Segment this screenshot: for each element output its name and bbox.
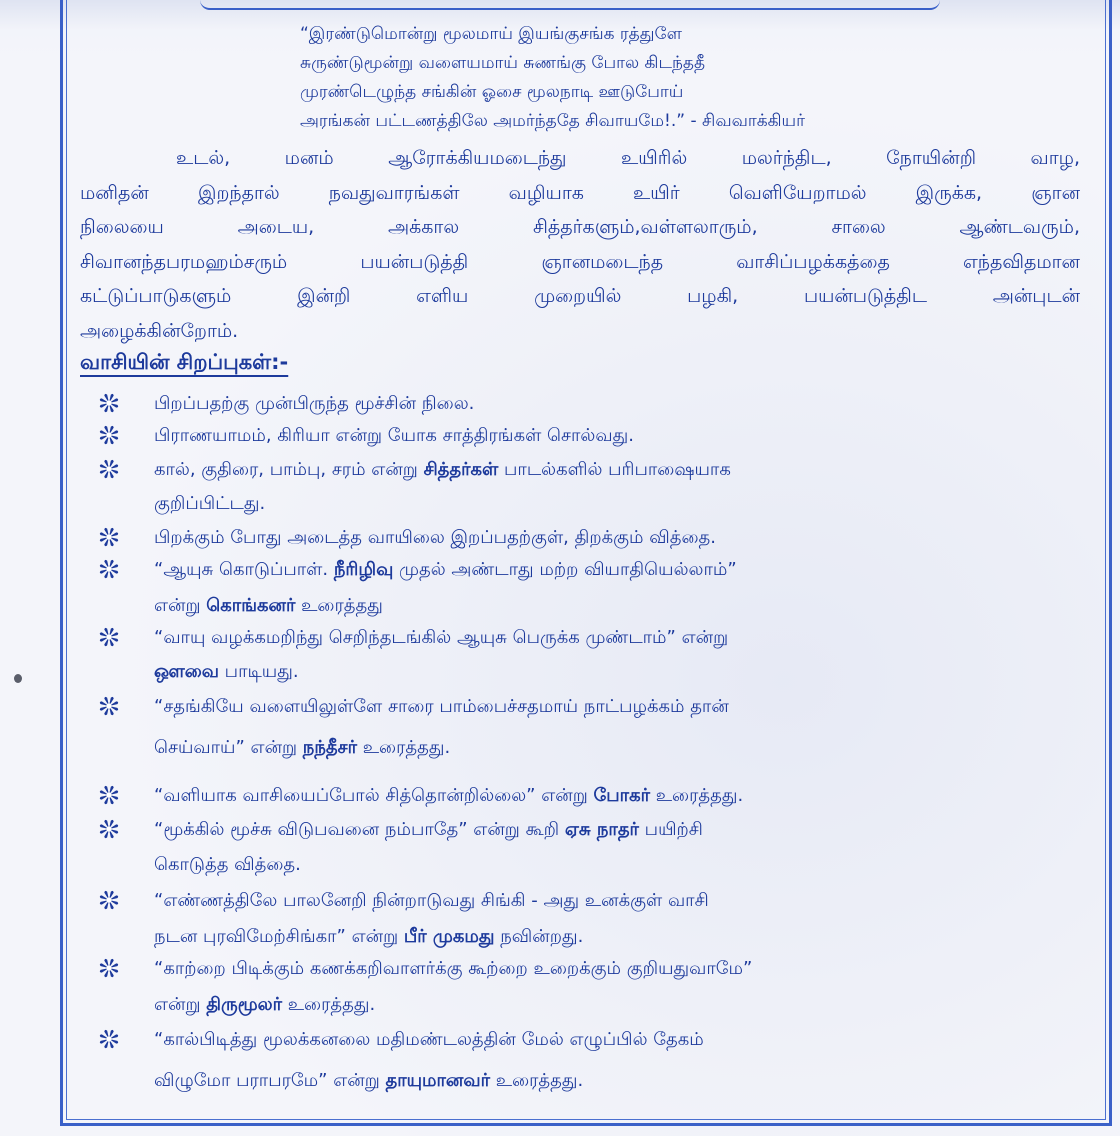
feature-item-line [154, 418, 634, 453]
feature-text: “வாயு வழக்கமறிந்து செறிந்தடங்கில் ஆயுசு பெருக்க முண்டாம்” என்று [154, 627, 729, 648]
feature-highlight: கொங்கனர் [206, 595, 296, 616]
feature-item-line [154, 486, 265, 521]
feature-text: பாடியது. [218, 661, 299, 682]
feature-item-line [154, 1022, 704, 1057]
snowflake-bullet-icon [96, 422, 122, 448]
snowflake-bullet-icon [96, 887, 122, 913]
feature-item-line [154, 552, 737, 587]
feature-text: பிராணயாமம், கிரியா என்று யோக சாத்திரங்கள் சொல்வது. [154, 425, 634, 446]
feature-text: “ஆயுசு கொடுப்பாள். [154, 559, 334, 580]
intro-line: நிலையை அடைய, அக்கால சித்தர்களும்,வள்ளலாரும், சாலை ஆண்டவரும், [80, 216, 1080, 238]
feature-item-line [154, 452, 731, 487]
feature-text: உரைத்தது. [650, 785, 744, 806]
feature-text: உரைத்தது. [357, 737, 451, 758]
feature-text: பிறக்கும் போது அடைத்த வாயிலை இறப்பதற்குள், திறக்கும் வித்தை. [154, 527, 716, 548]
feature-item-line [154, 919, 583, 954]
feature-highlight: நீரிழிவு [333, 559, 394, 580]
poem-block [300, 20, 805, 136]
intro-line: சிவானந்தபரமஹம்சரும் பயன்படுத்தி ஞானமடைந்த வாசிப்பழக்கத்தை எந்தவிதமான [80, 250, 1080, 273]
feature-highlight: சித்தர்கள் [423, 459, 499, 480]
ink-dot [14, 674, 22, 683]
intro-line: கட்டுப்பாடுகளும் இன்றி எளிய முறையில் பழகி, பயன்படுத்திட அன்புடன் [80, 285, 1080, 307]
poem-line: அரங்கன் பட்டணத்திலே அமர்ந்ததே சிவாயமே!.” - சிவவாக்கியர் [300, 111, 805, 131]
feature-item-line [154, 951, 752, 986]
feature-text: உரைத்தது. [490, 1070, 584, 1091]
feature-text: “சதங்கியே வளையிலுள்ளே சாரை பாம்பைச்சதமாய் நாட்பழக்கம் தான் [154, 696, 729, 717]
feature-item-line [154, 812, 703, 847]
feature-highlight: திருமூலர் [206, 994, 282, 1015]
poem-line: சுருண்டுமூன்று வளையமாய் சுணங்கு போல கிடந்ததீ [300, 53, 706, 73]
feature-item-line [154, 520, 716, 555]
feature-item-line [154, 689, 729, 724]
poem-line: “இரண்டுமொன்று மூலமாய் இயங்குசங்க ரத்துளே [300, 24, 682, 44]
feature-text: கால், குதிரை, பாம்பு, சரம் என்று [154, 459, 424, 480]
feature-text: பயிற்சி [638, 819, 703, 840]
feature-text: உரைத்தது [295, 595, 383, 616]
feature-text: என்று [154, 994, 207, 1015]
feature-highlight: பீர் முகமது [403, 926, 495, 947]
feature-item-line [154, 730, 450, 765]
feature-item-line [154, 847, 301, 882]
snowflake-bullet-icon [96, 782, 122, 808]
feature-item-line [154, 588, 383, 623]
feature-text: “எண்ணத்திலே பாலனேறி நின்றாடுவது சிங்கி - அது உனக்குள் வாசி [154, 890, 709, 911]
feature-text: “கால்பிடித்து மூலக்கனலை மதிமண்டலத்தின் மேல் எழுப்பில் தேகம் [154, 1029, 704, 1050]
feature-text: விழுமோ பராபரமே” என்று [154, 1070, 386, 1091]
snowflake-bullet-icon [96, 816, 122, 842]
feature-text: நவின்றது. [494, 926, 584, 947]
feature-item-line [154, 654, 299, 689]
feature-text: நடன புரவிமேற்சிங்கா” என்று [154, 926, 404, 947]
feature-highlight: ஔவை [154, 661, 219, 682]
feature-text: என்று [154, 595, 207, 616]
feature-highlight: ஏசு நாதர் [564, 819, 639, 840]
feature-highlight: நந்தீசர் [302, 737, 357, 758]
feature-highlight: போகர் [593, 785, 650, 806]
snowflake-bullet-icon [96, 556, 122, 582]
feature-text: “காற்றை பிடிக்கும் கணக்கறிவாளர்க்கு கூற்றை உறைக்கும் குறியதுவாமே” [154, 958, 753, 979]
feature-text: முதல் அண்டாது மற்ற வியாதியெல்லாம்” [393, 559, 737, 580]
section-heading: வாசியின் சிறப்புகள்:- [80, 350, 289, 374]
feature-highlight: தாயுமானவர் [385, 1070, 491, 1091]
feature-text: “வளியாக வாசியைப்போல் சித்தொன்றில்லை” என்று [154, 785, 594, 806]
feature-item-line [154, 778, 743, 813]
feature-item-line [154, 1063, 583, 1098]
feature-item-line [154, 386, 474, 421]
intro-line: மனிதன் இறந்தால் நவதுவாரங்கள் வழியாக உயிர் வெளியேறாமல் இருக்க, ஞான [80, 181, 1080, 204]
feature-text: பிறப்பதற்கு முன்பிருந்த மூச்சின் நிலை. [154, 393, 475, 414]
snowflake-bullet-icon [96, 524, 122, 550]
feature-item-line [154, 883, 709, 918]
feature-text: பாடல்களில் பரிபாஷையாக [498, 459, 731, 480]
snowflake-bullet-icon [96, 1026, 122, 1052]
feature-text: குறிப்பிட்டது. [154, 493, 266, 514]
feature-text: கொடுத்த வித்தை. [154, 854, 301, 875]
snowflake-bullet-icon [96, 456, 122, 482]
snowflake-bullet-icon [96, 624, 122, 650]
feature-item-line [154, 987, 375, 1022]
intro-paragraph [80, 141, 1080, 348]
feature-text: செய்வாய்” என்று [154, 737, 303, 758]
feature-text: உரைத்தது. [282, 994, 376, 1015]
snowflake-bullet-icon [96, 390, 122, 416]
intro-line: உடல், மனம் ஆரோக்கியமடைந்து உயிரில் மலர்ந்திட, நோயின்றி வாழ, [176, 147, 1080, 169]
feature-item-line [154, 620, 728, 655]
intro-line: அழைக்கின்றோம். [80, 319, 239, 342]
snowflake-bullet-icon [96, 693, 122, 719]
snowflake-bullet-icon [96, 955, 122, 981]
feature-text: “மூக்கில் மூச்சு விடுபவனை நம்பாதே” என்று கூறி [154, 819, 565, 840]
poem-line: முரண்டெழுந்த சங்கின் ஓசை மூலநாடி ஊடுபோய் [300, 82, 684, 102]
